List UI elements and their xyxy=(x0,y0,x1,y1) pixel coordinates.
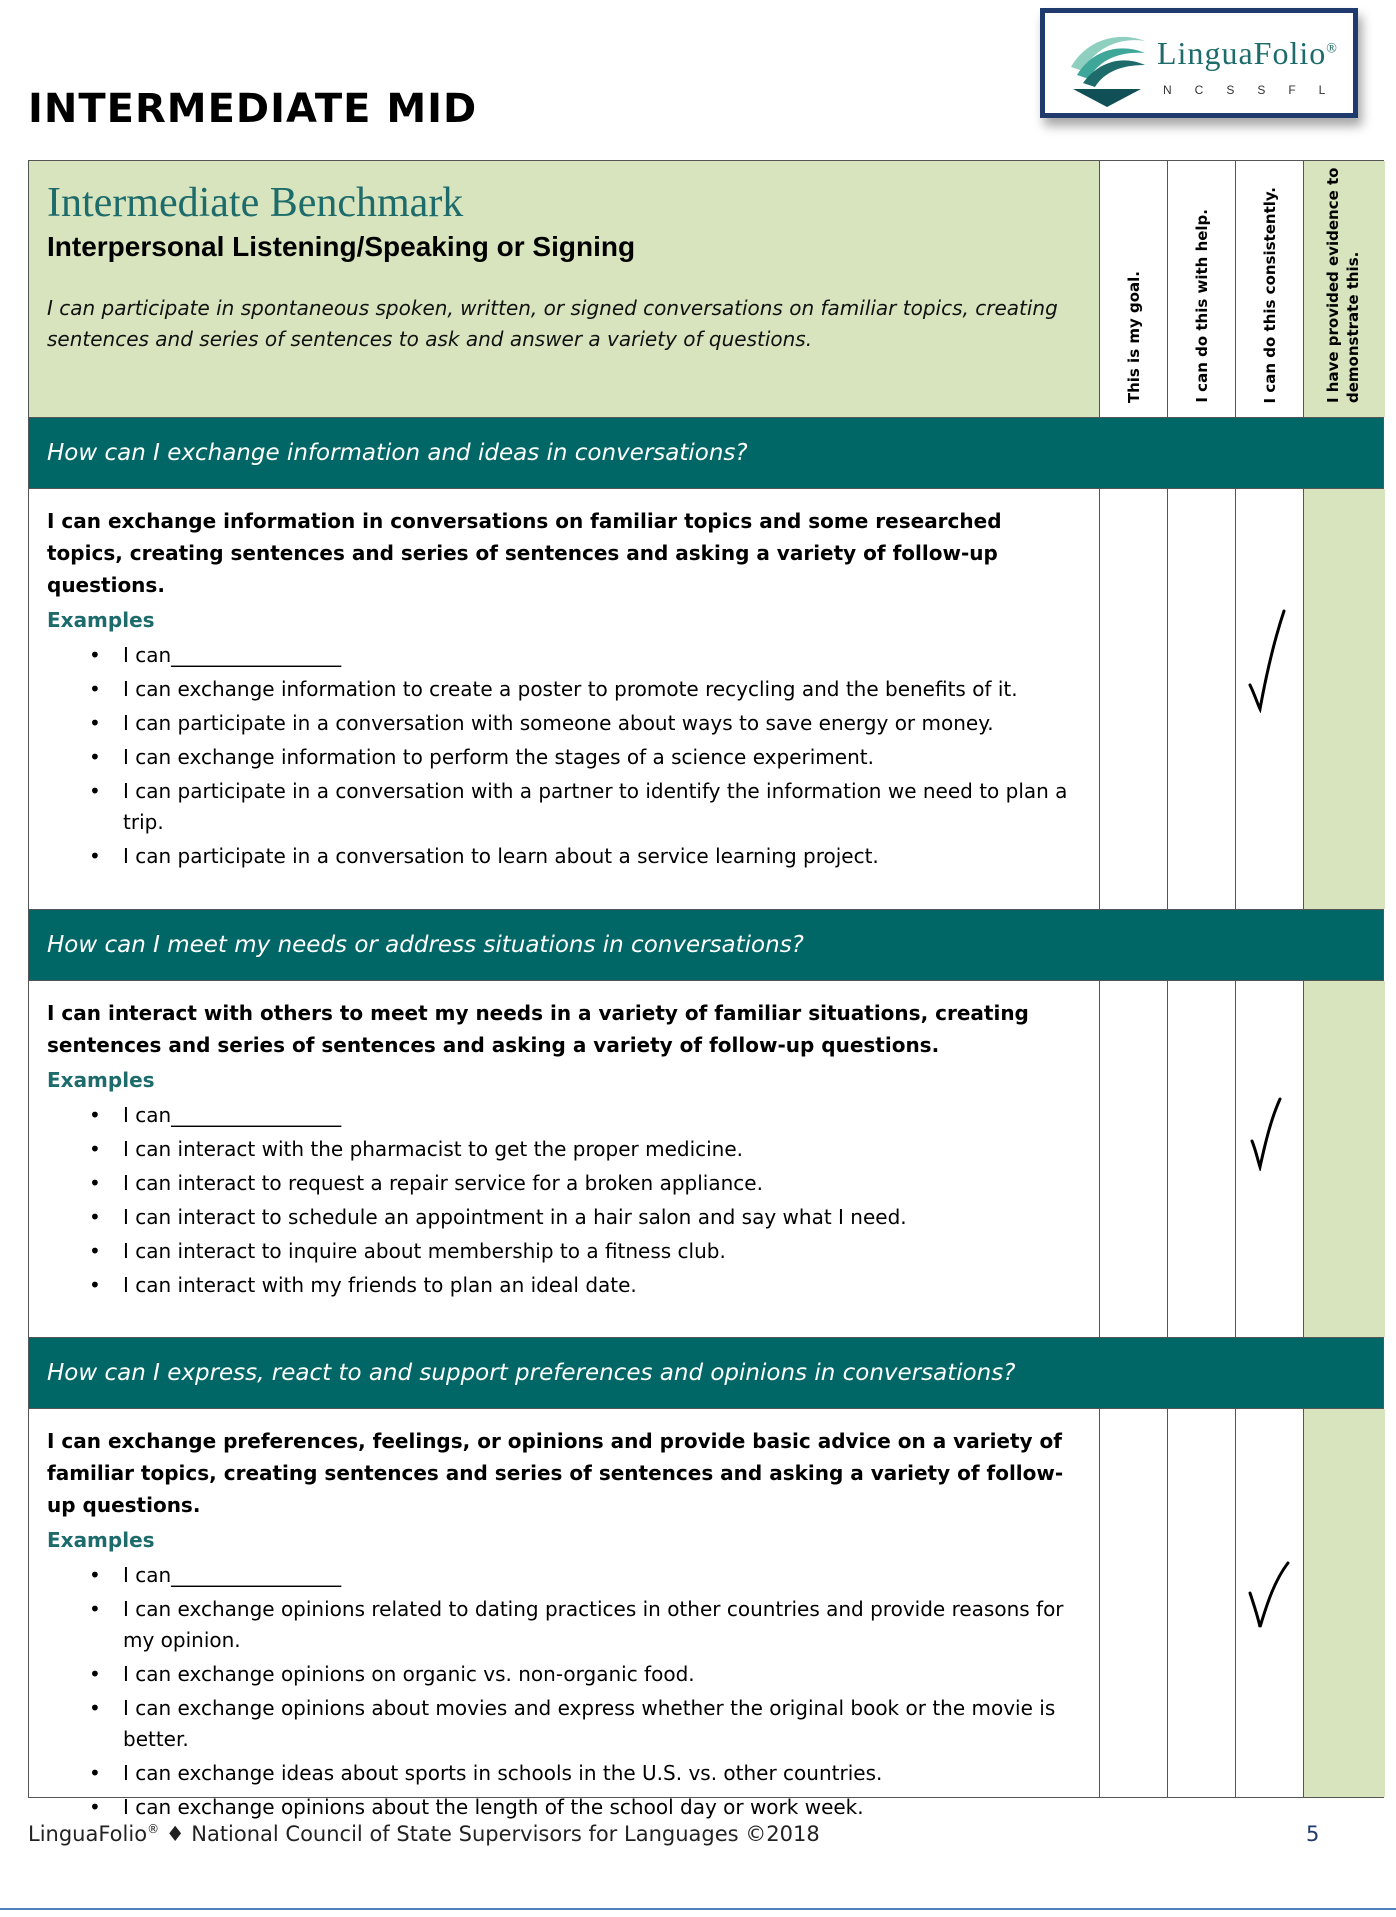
column-header-evidence xyxy=(1303,161,1385,417)
footer-text: ♦ National Council of State Supervisors for Languages ©2018 xyxy=(159,1822,820,1846)
checkbox-consistently[interactable] xyxy=(1235,981,1303,1337)
column-label-goal: This is my goal. xyxy=(1124,270,1143,403)
handwritten-check-icon xyxy=(1244,607,1294,713)
example-item: • I can participate in a conversation with someone about ways to save energy or money. xyxy=(47,708,1079,739)
can-do-statement: I can interact with others to meet my needs in a variety of familiar situations, creating sentences and series of sentences and asking a variety of follow-up questions. xyxy=(47,1001,1029,1057)
example-item: • I can exchange opinions related to dating practices in other countries and provide reasons for my opinion. xyxy=(47,1594,1079,1656)
section-content xyxy=(29,1409,1099,1819)
examples-label: Examples xyxy=(47,1068,155,1092)
section-question: How can I exchange information and ideas in conversations? xyxy=(47,440,748,466)
example-item: • I can_________________ xyxy=(47,1560,1079,1591)
example-item: • I can exchange information to perform the stages of a science experiment. xyxy=(47,742,1079,773)
section-question-row xyxy=(29,418,1383,489)
column-header-goal xyxy=(1099,161,1167,417)
checkbox-help[interactable] xyxy=(1167,1409,1235,1797)
example-item: • I can exchange opinions about movies and express whether the original book or the movie is better. xyxy=(47,1693,1079,1755)
column-header-consistently xyxy=(1235,161,1303,417)
checkbox-goal[interactable] xyxy=(1099,489,1167,909)
logo-subtitle: NCSSFL xyxy=(1163,83,1349,97)
checkbox-evidence[interactable] xyxy=(1303,489,1385,909)
section-question-row xyxy=(29,910,1383,981)
example-item: • I can participate in a conversation with a partner to identify the information we need to plan a trip. xyxy=(47,776,1079,838)
example-item: • I can exchange information to create a poster to promote recycling and the benefits of it. xyxy=(47,674,1079,705)
example-item: • I can interact with the pharmacist to get the proper medicine. xyxy=(47,1134,1079,1165)
checkbox-evidence[interactable] xyxy=(1303,1409,1385,1797)
checkbox-help[interactable] xyxy=(1167,981,1235,1337)
column-label-evidence: I have provided evidence to demonstrate this. xyxy=(1323,167,1362,403)
checkbox-evidence[interactable] xyxy=(1303,981,1385,1337)
benchmark-cell xyxy=(29,161,1099,417)
handwritten-check-icon xyxy=(1244,1095,1288,1171)
page-footer xyxy=(28,1822,820,1846)
bottom-divider xyxy=(0,1908,1396,1910)
section-question-row xyxy=(29,1338,1383,1409)
page-title: INTERMEDIATE MID xyxy=(28,86,478,132)
section-content xyxy=(29,981,1099,1337)
footer-mark: ® xyxy=(147,1822,160,1836)
section-content xyxy=(29,489,1099,909)
checkbox-consistently[interactable] xyxy=(1235,1409,1303,1797)
example-item: • I can interact with my friends to plan an ideal date. xyxy=(47,1270,1079,1301)
linguafolio-logo xyxy=(1040,8,1358,118)
logo-name: LinguaFolio® xyxy=(1157,35,1338,71)
example-item: • I can interact to request a repair service for a broken appliance. xyxy=(47,1168,1079,1199)
examples-label: Examples xyxy=(47,1528,155,1552)
examples-list xyxy=(47,1560,1079,1823)
page-number: 5 xyxy=(1306,1822,1320,1846)
example-item: • I can_________________ xyxy=(47,640,1079,671)
example-item: • I can_________________ xyxy=(47,1100,1079,1131)
example-item: • I can interact to schedule an appointment in a hair salon and say what I need. xyxy=(47,1202,1079,1233)
benchmark-title: Intermediate Benchmark xyxy=(47,180,464,226)
example-item: • I can interact to inquire about membership to a fitness club. xyxy=(47,1236,1079,1267)
benchmark-header-row xyxy=(29,161,1383,418)
footer-brand: LinguaFolio xyxy=(28,1822,148,1846)
column-label-help: I can do this with help. xyxy=(1192,209,1211,403)
example-item: • I can exchange opinions about the length of the school day or work week. xyxy=(47,1792,1079,1823)
example-item: • I can exchange opinions on organic vs. non-organic food. xyxy=(47,1659,1079,1690)
examples-list xyxy=(47,1100,1079,1301)
handwritten-check-icon xyxy=(1244,1559,1294,1631)
section-question: How can I meet my needs or address situations in conversations? xyxy=(47,932,804,958)
checkbox-help[interactable] xyxy=(1167,489,1235,909)
column-label-consistently: I can do this consistently. xyxy=(1260,186,1279,403)
checklist-table xyxy=(28,160,1384,1819)
benchmark-subtitle: Interpersonal Listening/Speaking or Signing xyxy=(47,231,636,262)
section-content-row xyxy=(29,489,1383,910)
can-do-statement: I can exchange preferences, feelings, or opinions and provide basic advice on a variety of familiar topics, creating sentences and series of sentences and asking a variety of follow-up questions. xyxy=(47,1429,1064,1517)
logo-wave-icon xyxy=(1065,23,1149,109)
example-item: • I can exchange ideas about sports in schools in the U.S. vs. other countries. xyxy=(47,1758,1079,1789)
examples-label: Examples xyxy=(47,608,155,632)
examples-list xyxy=(47,640,1079,872)
checkbox-goal[interactable] xyxy=(1099,981,1167,1337)
checkbox-consistently[interactable] xyxy=(1235,489,1303,909)
benchmark-description: I can participate in spontaneous spoken, written, or signed conversations on familiar topics, creating sentences and series of sentences to ask and answer a variety of questions. xyxy=(47,296,1058,351)
column-header-help xyxy=(1167,161,1235,417)
section-content-row xyxy=(29,1409,1383,1819)
section-question: How can I express, react to and support preferences and opinions in conversations? xyxy=(47,1360,1016,1386)
can-do-statement: I can exchange information in conversations on familiar topics and some researched topics, creating sentences and series of sentences and asking a variety of follow-up questions. xyxy=(47,509,1002,597)
section-content-row xyxy=(29,981,1383,1338)
checkbox-goal[interactable] xyxy=(1099,1409,1167,1797)
example-item: • I can participate in a conversation to learn about a service learning project. xyxy=(47,841,1079,872)
